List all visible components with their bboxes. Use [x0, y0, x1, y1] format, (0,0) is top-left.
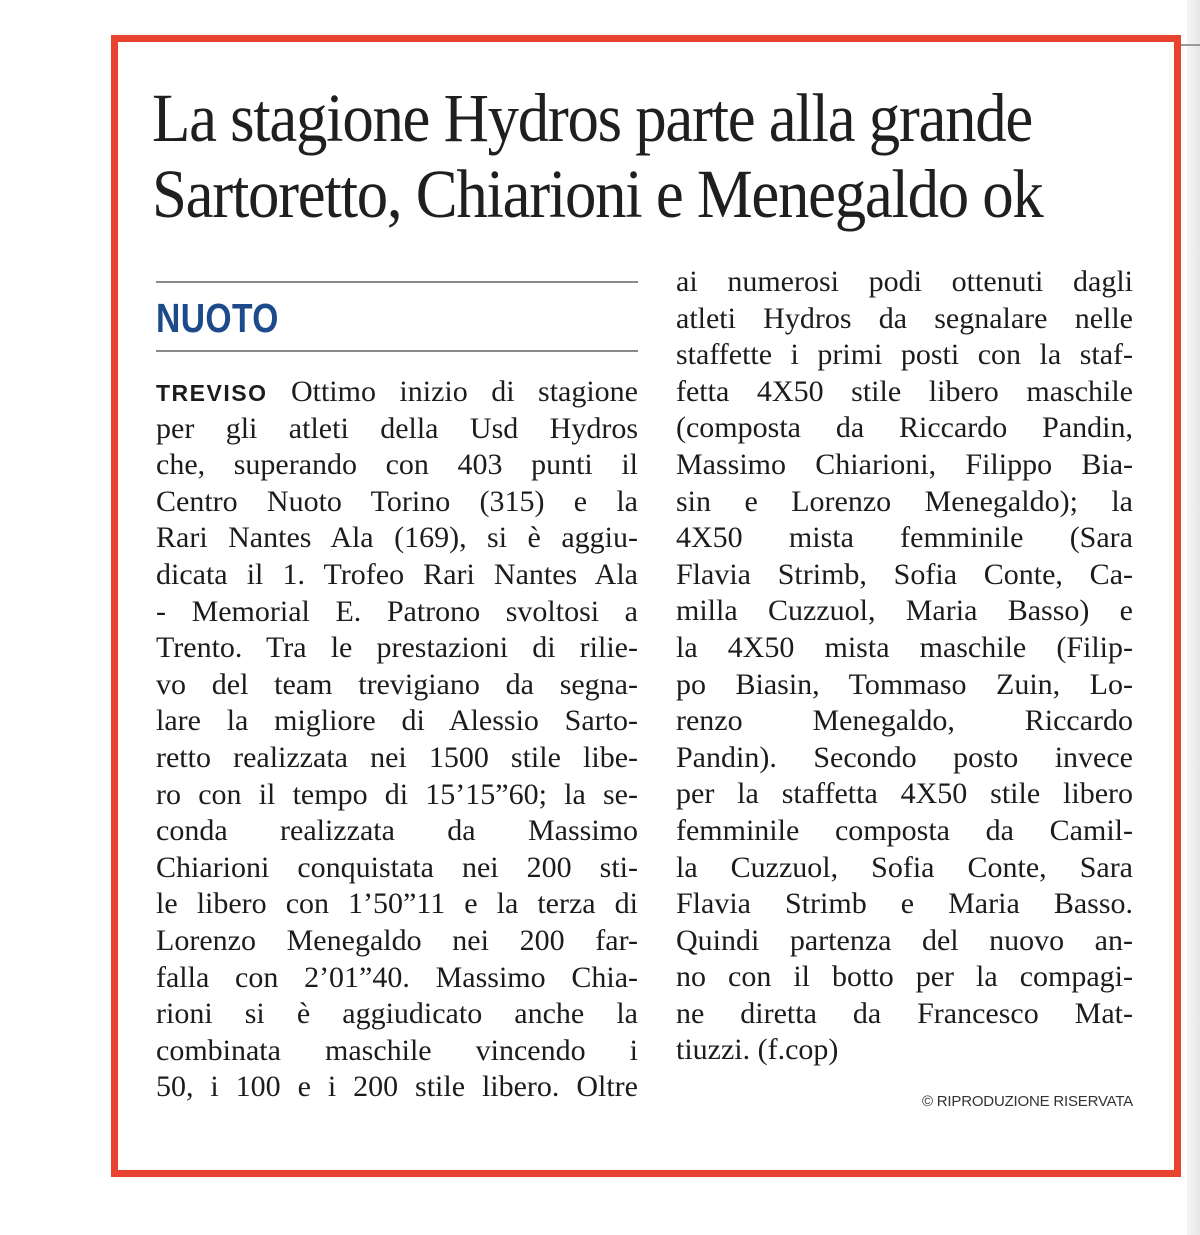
column-line: retto realizzata nei 1500 stile libe-: [156, 740, 638, 774]
column-line: atleti Hydros da segnalare nelle: [676, 301, 1133, 335]
column-line: vo del team trevigiano da segna-: [156, 667, 638, 701]
column-line: ro con il tempo di 15’15”60; la se-: [156, 777, 638, 811]
column-line: tiuzzi. (f.cop): [676, 1033, 839, 1067]
column-line: per gli atleti della Usd Hydros: [156, 411, 638, 445]
column-line: Lorenzo Menegaldo nei 200 far-: [156, 923, 638, 957]
column-line: ne diretta da Francesco Mat-: [676, 996, 1133, 1030]
column-line: - Memorial E. Patrono svoltosi a: [156, 594, 638, 628]
column-line: Flavia Strimb e Maria Basso.: [676, 887, 1133, 921]
column-line: che, superando con 403 punti il: [156, 448, 638, 482]
column-line: per la staffetta 4X50 stile libero: [676, 777, 1133, 811]
column-line: (composta da Riccardo Pandin,: [676, 411, 1133, 445]
copyright-notice: © RIPRODUZIONE RISERVATA: [921, 1093, 1133, 1110]
column-line: falla con 2’01”40. Massimo Chia-: [156, 960, 638, 994]
article-column-left: [156, 374, 638, 1106]
column-line: le libero con 1’50”11 e la terza di: [156, 887, 638, 921]
section-rule-bottom: [156, 350, 638, 352]
adjacent-page-edge: [1187, 0, 1200, 1235]
column-line: staffette i primi posti con la staf-: [676, 338, 1133, 372]
column-line: Pandin). Secondo posto invece: [676, 740, 1133, 774]
column-line: no con il botto per la compagi-: [676, 960, 1133, 994]
article-headline: [152, 80, 1053, 232]
column-line: conda realizzata da Massimo: [156, 814, 638, 848]
column-line: Quindi partenza del nuovo an-: [676, 923, 1133, 957]
column-line: combinata maschile vincendo i: [156, 1033, 638, 1067]
column-line: milla Cuzzuol, Maria Basso) e: [676, 594, 1133, 628]
column-line-text: Ottimo inizio di stagione: [267, 375, 638, 408]
column-line: po Biasin, Tommaso Zuin, Lo-: [676, 667, 1133, 701]
adjacent-page-rule: [1180, 44, 1200, 46]
column-line: femminile composta da Camil-: [676, 813, 1133, 847]
column-line: lare la migliore di Alessio Sarto-: [156, 704, 638, 738]
column-line: Centro Nuoto Torino (315) e la: [156, 484, 638, 518]
section-label: NUOTO: [156, 295, 279, 341]
column-line: la 4X50 mista maschile (Filip-: [676, 630, 1133, 664]
column-line: 50, i 100 e i 200 stile libero. Oltre: [156, 1070, 638, 1104]
column-line: la Cuzzuol, Sofia Conte, Sara: [676, 850, 1133, 884]
headline-line-2: Sartoretto, Chiarioni e Menegaldo ok: [152, 156, 1043, 232]
dateline: TREVISO: [156, 380, 268, 406]
column-line: Trento. Tra le prestazioni di rilie-: [156, 631, 638, 665]
column-line: sin e Lorenzo Menegaldo); la: [676, 484, 1133, 518]
column-line: renzo Menegaldo, Riccardo: [676, 704, 1133, 738]
column-line: fetta 4X50 stile libero maschile: [676, 374, 1133, 408]
column-line: rioni si è aggiudicato anche la: [156, 997, 638, 1031]
column-line: dicata il 1. Trofeo Rari Nantes Ala: [156, 557, 638, 591]
column-line: ai numerosi podi ottenuti dagli: [676, 265, 1133, 298]
column-line: Chiarioni conquistata nei 200 sti-: [156, 850, 638, 884]
column-line: 4X50 mista femminile (Sara: [676, 521, 1133, 555]
headline-line-1: La stagione Hydros parte alla grande: [152, 80, 1032, 156]
article-column-right: [676, 264, 1133, 1069]
column-line: Massimo Chiarioni, Filippo Bia-: [676, 447, 1133, 481]
column-line: [156, 374, 638, 411]
column-line: Rari Nantes Ala (169), si è aggiu-: [156, 521, 638, 555]
column-line: Flavia Strimb, Sofia Conte, Ca-: [676, 557, 1133, 591]
section-rule-top: [156, 281, 638, 283]
